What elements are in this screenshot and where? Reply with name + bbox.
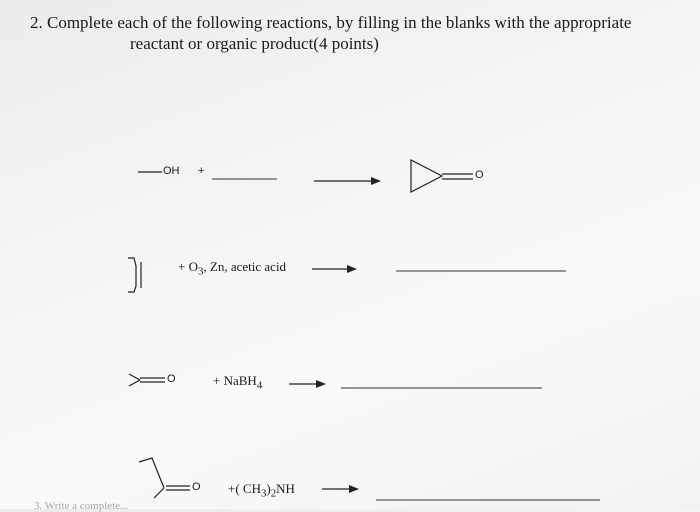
reaction3-arrowhead <box>316 380 326 388</box>
dimethylamine-reagent: +( $CH_3)_2NH$ <box>228 481 295 500</box>
plus-sign: + <box>198 165 205 177</box>
ketone-chain <box>139 458 164 488</box>
nabh4-reagent: + NaBH$_4$ <box>213 373 263 392</box>
reaction2-arrowhead <box>347 265 357 273</box>
cyclopropanone-ring <box>411 160 442 192</box>
ketone-side-chain <box>154 488 164 498</box>
next-question-fragment: 3. Write a complete... <box>34 500 129 512</box>
product-oxygen-label: O <box>475 169 484 181</box>
question-number: 2. <box>30 13 43 32</box>
ozonolysis-reagents: + $O_3$, Zn, acetic acid <box>178 259 287 278</box>
alkene-zigzag <box>128 258 136 292</box>
hydroxyl-label: OH <box>163 165 180 177</box>
reaction4-arrowhead <box>349 485 359 493</box>
acetone-oxygen-label: O <box>167 373 176 385</box>
acetone-methyl-upper <box>129 374 140 380</box>
question-line-1: Complete each of the following reactions, by filling in the blanks with the appropriate <box>47 13 632 32</box>
question-line-2: reactant or organic product(4 points) <box>130 34 379 53</box>
reaction1-arrowhead <box>371 177 381 185</box>
acetone-methyl-lower <box>129 380 140 386</box>
ketone-oxygen-label: O <box>192 481 201 493</box>
